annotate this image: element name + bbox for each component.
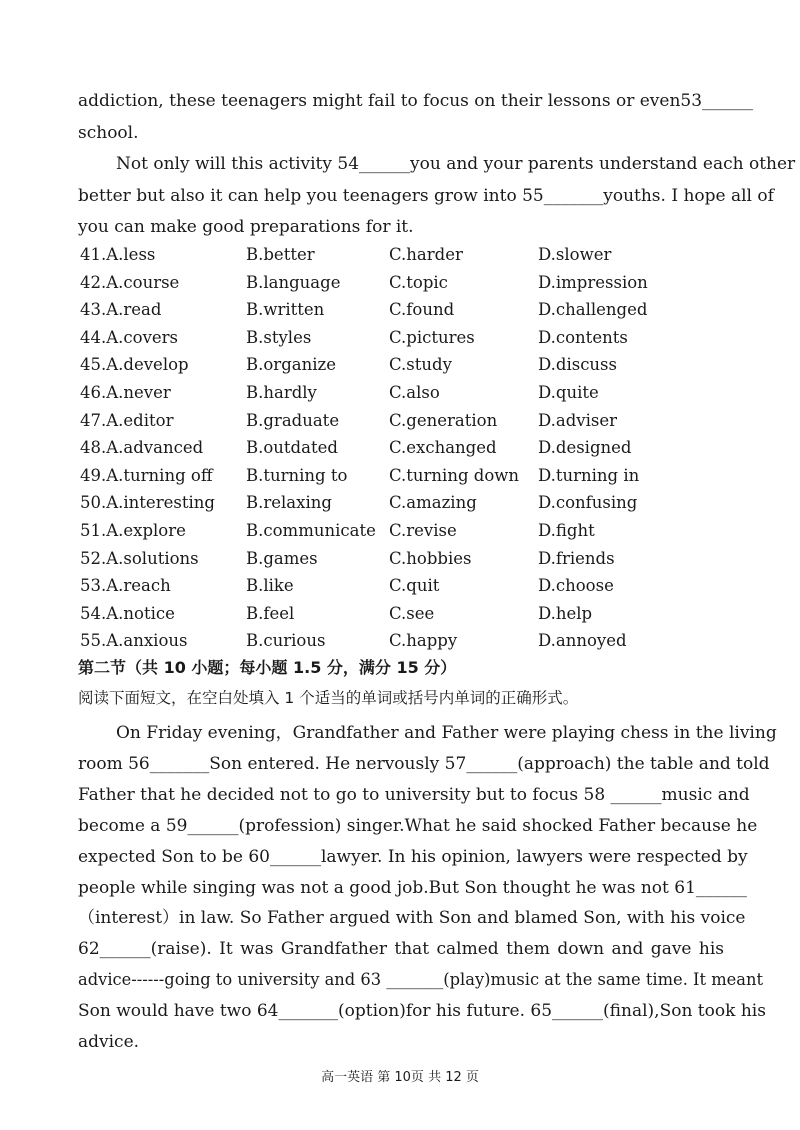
option-b: B.outdated [246, 438, 338, 458]
option-b: B.better [246, 245, 315, 264]
option-b: B.language [246, 272, 341, 292]
option-b: B.feel [246, 603, 295, 623]
passage-line: Not only will this activity 54______you and your parents understand each other [116, 154, 796, 174]
option-d: D.contents [538, 327, 628, 347]
option-d: D.adviser [538, 410, 618, 430]
passage-line: （interest）in law. So Father argued with Son and blamed Son, with his voice [78, 908, 746, 929]
section-heading: 第二节（共 10 小题；每小题 1.5 分，满分 15 分） [78, 658, 457, 677]
option-a: 50.A.interesting [80, 493, 215, 513]
option-a: 41.A.less [80, 245, 156, 264]
option-c: C.topic [389, 272, 448, 292]
passage-line: advice------going to university and 63 _______(play)music at the same time. It meant [78, 970, 763, 990]
page-footer: 高一英语 第 10页 共 12 页 [321, 1070, 479, 1085]
passage-line: become a 59______(profession) singer.What he said shocked Father because he [78, 815, 758, 836]
option-d: D.designed [538, 438, 632, 458]
option-d: D.discuss [538, 355, 617, 375]
option-c: C.also [389, 382, 440, 402]
option-a: 47.A.editor [80, 410, 174, 430]
option-a: 54.A.notice [80, 603, 175, 623]
option-c: C.see [389, 603, 435, 623]
option-c: C.study [389, 355, 452, 375]
option-c: C.turning down [389, 465, 520, 485]
option-a: 52.A.solutions [80, 548, 199, 568]
option-row [80, 296, 720, 324]
option-a: 44.A.covers [80, 327, 179, 347]
option-a: 49.A.turning off [80, 465, 213, 485]
option-a: 46.A.never [80, 382, 171, 402]
option-a: 42.A.course [80, 272, 180, 292]
passage-line: On Friday evening，Grandfather and Father were playing chess in the living [116, 723, 777, 743]
option-row [80, 351, 720, 379]
passage-line: Son would have two 64_______(option)for his future. 65______(final),Son took his [78, 1001, 766, 1022]
option-row [80, 545, 720, 573]
option-d: D.impression [538, 272, 648, 292]
option-row [80, 269, 720, 297]
option-b: B.relaxing [246, 493, 332, 513]
answer-options-table [80, 241, 720, 655]
option-b: B.communicate [246, 520, 376, 540]
option-row [80, 489, 720, 517]
option-c: C.exchanged [389, 438, 497, 458]
option-b: B.turning to [246, 465, 348, 485]
passage-line: people while singing was not a good job.But Son thought he was not 61______ [78, 877, 747, 898]
option-d: D.quite [538, 382, 599, 402]
option-a: 43.A.read [80, 300, 162, 320]
option-row [80, 379, 720, 407]
option-c: C.hobbies [389, 548, 472, 568]
passage-line: 62______(raise). It was Grandfather that calmed them down and gave his [78, 939, 724, 960]
option-c: C.amazing [389, 493, 477, 513]
option-c: C.pictures [389, 327, 475, 347]
passage-line: school. [78, 122, 139, 143]
section-instruction: 阅读下面短文，在空白处填入 1 个适当的单词或括号内单词的正确形式。 [78, 689, 579, 707]
option-c: C.generation [389, 410, 498, 430]
option-a: 53.A.reach [80, 576, 171, 596]
option-a: 51.A.explore [80, 520, 186, 540]
option-d: D.choose [538, 576, 614, 596]
option-d: D.turning in [538, 465, 640, 485]
option-c: C.happy [389, 631, 458, 651]
option-c: C.found [389, 300, 455, 320]
option-a: 45.A.develop [80, 355, 189, 375]
passage-line: better but also it can help you teenagers grow into 55_______youths. I hope all of [78, 185, 774, 206]
option-row [80, 572, 720, 600]
option-d: D.slower [538, 245, 612, 264]
option-b: B.graduate [246, 410, 340, 430]
option-c: C.harder [389, 245, 463, 264]
passage-line: advice. [78, 1032, 140, 1053]
option-row [80, 407, 720, 435]
option-b: B.games [246, 548, 318, 568]
option-b: B.written [246, 300, 325, 320]
option-c: C.quit [389, 576, 440, 596]
option-b: B.curious [246, 631, 326, 651]
passage-line: Father that he decided not to go to university but to focus 58 ______music and [78, 784, 750, 805]
option-row [80, 627, 720, 655]
passage-cloze [78, 718, 777, 1058]
passage-continuation [78, 86, 796, 244]
option-d: D.confusing [538, 493, 638, 513]
option-b: B.like [246, 576, 294, 596]
option-d: D.help [538, 603, 593, 623]
option-b: B.organize [246, 355, 336, 375]
option-row [80, 434, 720, 462]
option-c: C.revise [389, 520, 457, 540]
option-b: B.styles [246, 327, 312, 347]
option-d: D.friends [538, 548, 615, 568]
option-a: 48.A.advanced [80, 438, 204, 458]
option-row [80, 324, 720, 352]
option-a: 55.A.anxious [80, 631, 188, 651]
option-row [80, 600, 720, 628]
passage-line: room 56_______Son entered. He nervously 57______(approach) the table and told [78, 753, 770, 774]
passage-line: addiction, these teenagers might fail to focus on their lessons or even53______ [78, 91, 754, 111]
option-row [80, 241, 720, 269]
option-b: B.hardly [246, 382, 317, 402]
option-row [80, 462, 720, 490]
option-d: D.challenged [538, 300, 648, 320]
passage-line: you can make good preparations for it. [78, 217, 414, 237]
option-row [80, 517, 720, 545]
option-d: D.fight [538, 520, 595, 540]
passage-line: expected Son to be 60______lawyer. In his opinion, lawyers were respected by [78, 846, 748, 867]
option-d: D.annoyed [538, 631, 627, 651]
